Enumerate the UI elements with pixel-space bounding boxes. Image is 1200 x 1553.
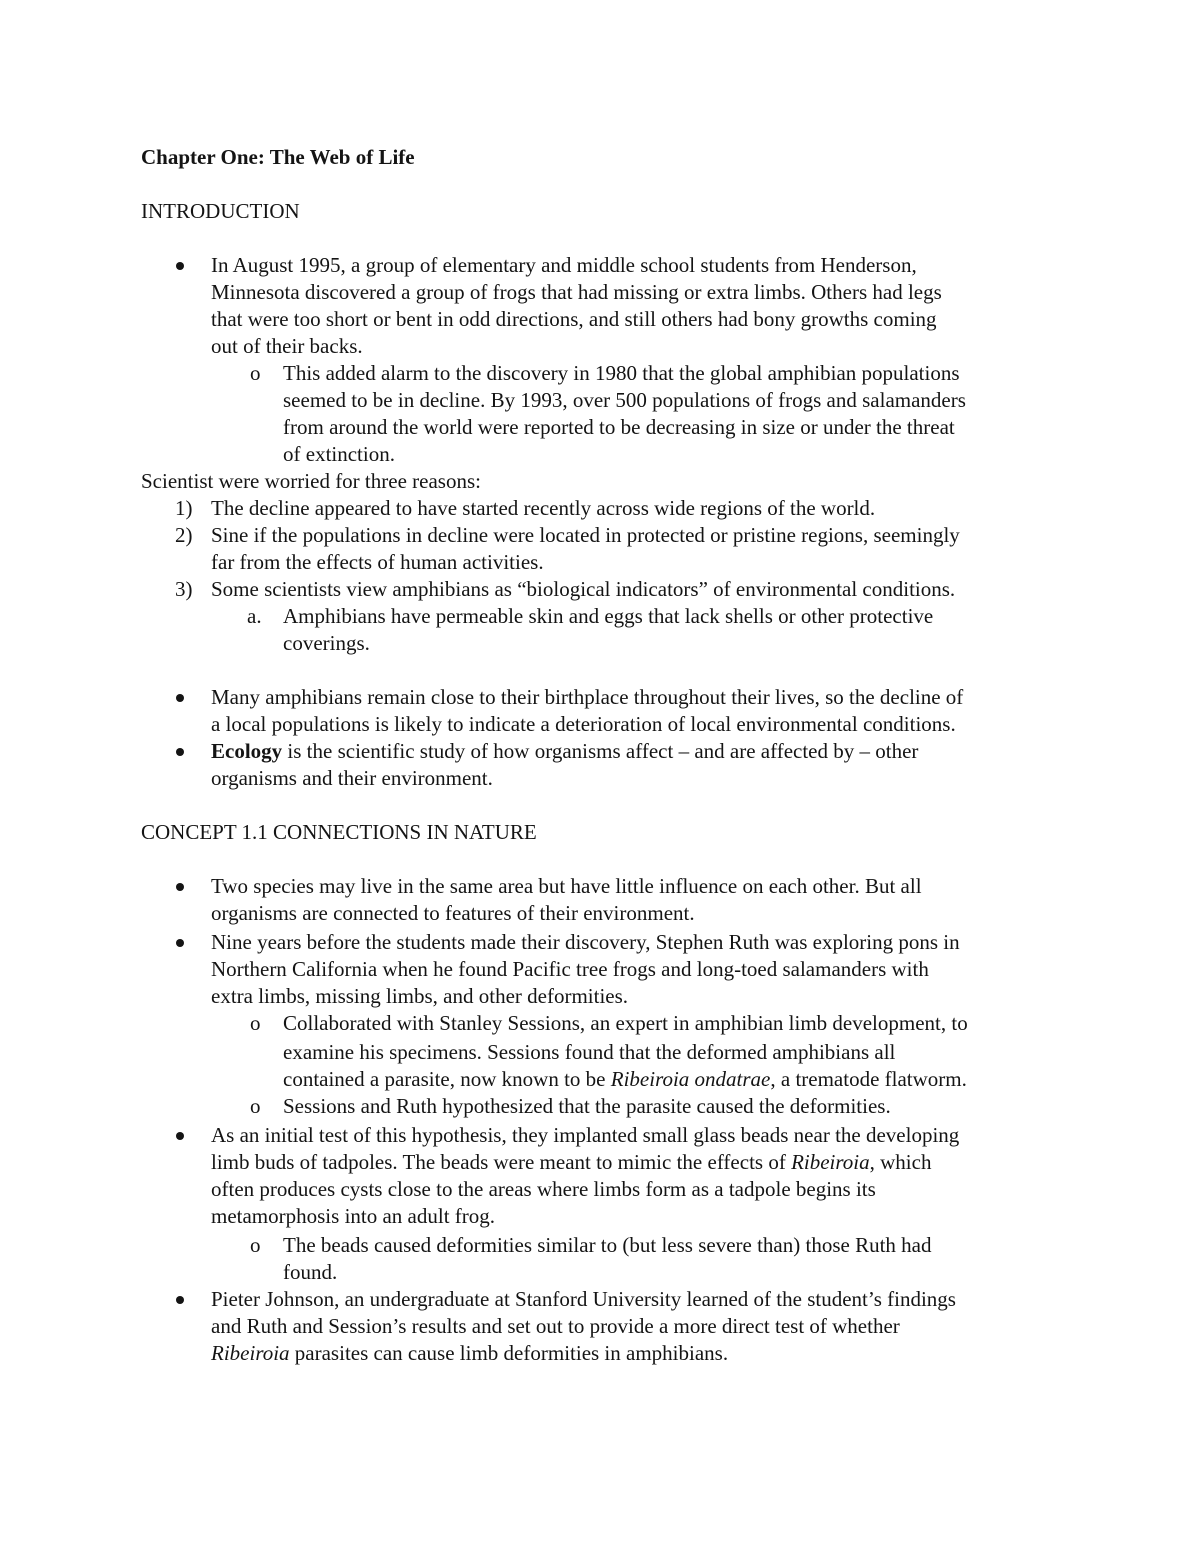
concept-bullet-3-line: As an initial test of this hypothesis, they implanted small glass beads near the developing [211, 1123, 960, 1147]
ecology-definition: is the scientific study of how organisms affect – and are affected by – other [282, 739, 919, 763]
species-name: Ribeiroia [791, 1150, 870, 1174]
bullet-icon [172, 1122, 188, 1149]
reasons-lead: Scientist were worried for three reasons: [141, 469, 481, 493]
reason-sub-line: coverings. [283, 631, 370, 655]
numbered-marker: 2) [175, 523, 193, 547]
concept-sub-bullet-line: examine his specimens. Sessions found that the deformed amphibians all [283, 1040, 896, 1064]
concept-bullet-2-line: Northern California when he found Pacific tree frogs and long-toed salamanders with [211, 957, 929, 981]
reason-line: far from the effects of human activities. [211, 550, 544, 574]
reason-line: The decline appeared to have started recently across wide regions of the world. [211, 496, 876, 520]
intro-bullet-1-line: In August 1995, a group of elementary and middle school students from Henderson, [211, 253, 917, 277]
intro-bullet-2-line: Many amphibians remain close to their birthplace throughout their lives, so the decline of [211, 685, 964, 709]
concept-bullet-2-line: extra limbs, missing limbs, and other deformities. [211, 984, 629, 1008]
ecology-term: Ecology [211, 739, 283, 763]
bullet-icon [172, 684, 188, 711]
concept-bullet-1-line: organisms are connected to features of their environment. [211, 901, 695, 925]
concept-bullet-3-line: metamorphosis into an adult frog. [211, 1204, 496, 1228]
section-heading-introduction: INTRODUCTION [141, 199, 300, 223]
concept-bullet-3-line: often produces cysts close to the areas where limbs form as a tadpole begins its [211, 1177, 876, 1201]
sub-bullet-marker: o [250, 1233, 261, 1257]
intro-bullet-1-line: out of their backs. [211, 334, 363, 358]
concept-bullet-1-line: Two species may live in the same area but have little influence on each other. But all [211, 874, 922, 898]
reason-sub-line: Amphibians have permeable skin and eggs that lack shells or other protective [283, 604, 934, 628]
text-run: , which [869, 1150, 932, 1174]
sub-bullet-marker: o [250, 1011, 261, 1035]
intro-bullet-1-line: Minnesota discovered a group of frogs that had missing or extra limbs. Others had legs [211, 280, 942, 304]
concept-sub-bullet-line: The beads caused deformities similar to (but less severe than) those Ruth had [283, 1233, 932, 1257]
text-run: contained a parasite, now known to be [283, 1067, 611, 1091]
bullet-icon [172, 738, 188, 765]
concept-bullet-4-line: and Ruth and Session’s results and set out to provide a more direct test of whether [211, 1314, 900, 1338]
chapter-title: Chapter One: The Web of Life [141, 145, 415, 169]
numbered-marker: 3) [175, 577, 193, 601]
reason-line: Sine if the populations in decline were located in protected or pristine regions, seemingly [211, 523, 960, 547]
intro-sub-bullet-line: This added alarm to the discovery in 1980 that the global amphibian populations [283, 361, 960, 385]
sub-bullet-marker: o [250, 361, 261, 385]
numbered-marker: 1) [175, 496, 193, 520]
reason-line: Some scientists view amphibians as “biological indicators” of environmental conditions. [211, 577, 956, 601]
bullet-icon [172, 1286, 188, 1313]
concept-bullet-4-line: Pieter Johnson, an undergraduate at Stanford University learned of the student’s findings [211, 1287, 956, 1311]
concept-sub-bullet-line [283, 1066, 967, 1093]
bullet-icon [172, 252, 188, 279]
intro-sub-bullet-line: seemed to be in decline. By 1993, over 500 populations of frogs and salamanders [283, 388, 966, 412]
concept-bullet-4-line [211, 1340, 728, 1367]
text-run: , a trematode flatworm. [770, 1067, 967, 1091]
intro-sub-bullet-line: of extinction. [283, 442, 395, 466]
lettered-marker: a. [247, 604, 262, 628]
concept-bullet-2-line: Nine years before the students made their discovery, Stephen Ruth was exploring pons in [211, 930, 960, 954]
concept-sub-bullet-line: Collaborated with Stanley Sessions, an expert in amphibian limb development, to [283, 1011, 968, 1035]
bullet-icon [172, 929, 188, 956]
intro-sub-bullet-line: from around the world were reported to be decreasing in size or under the threat [283, 415, 955, 439]
intro-bullet-2-line: a local populations is likely to indicate a deterioration of local environmental conditions. [211, 712, 956, 736]
bullet-icon [172, 873, 188, 900]
concept-sub-bullet-line: Sessions and Ruth hypothesized that the parasite caused the deformities. [283, 1094, 891, 1118]
concept-bullet-3-line [211, 1149, 931, 1176]
intro-bullet-1-line: that were too short or bent in odd directions, and still others had bony growths coming [211, 307, 937, 331]
text-run: limb buds of tadpoles. The beads were meant to mimic the effects of [211, 1150, 792, 1174]
species-name: Ribeiroia [211, 1341, 290, 1365]
intro-bullet-3-line: organisms and their environment. [211, 766, 493, 790]
species-name: Ribeiroia ondatrae [610, 1067, 771, 1091]
text-run: parasites can cause limb deformities in amphibians. [289, 1341, 729, 1365]
intro-bullet-3-line [211, 738, 918, 765]
sub-bullet-marker: o [250, 1094, 261, 1118]
section-heading-concept: CONCEPT 1.1 CONNECTIONS IN NATURE [141, 820, 537, 844]
concept-sub-bullet-line: found. [283, 1260, 338, 1284]
